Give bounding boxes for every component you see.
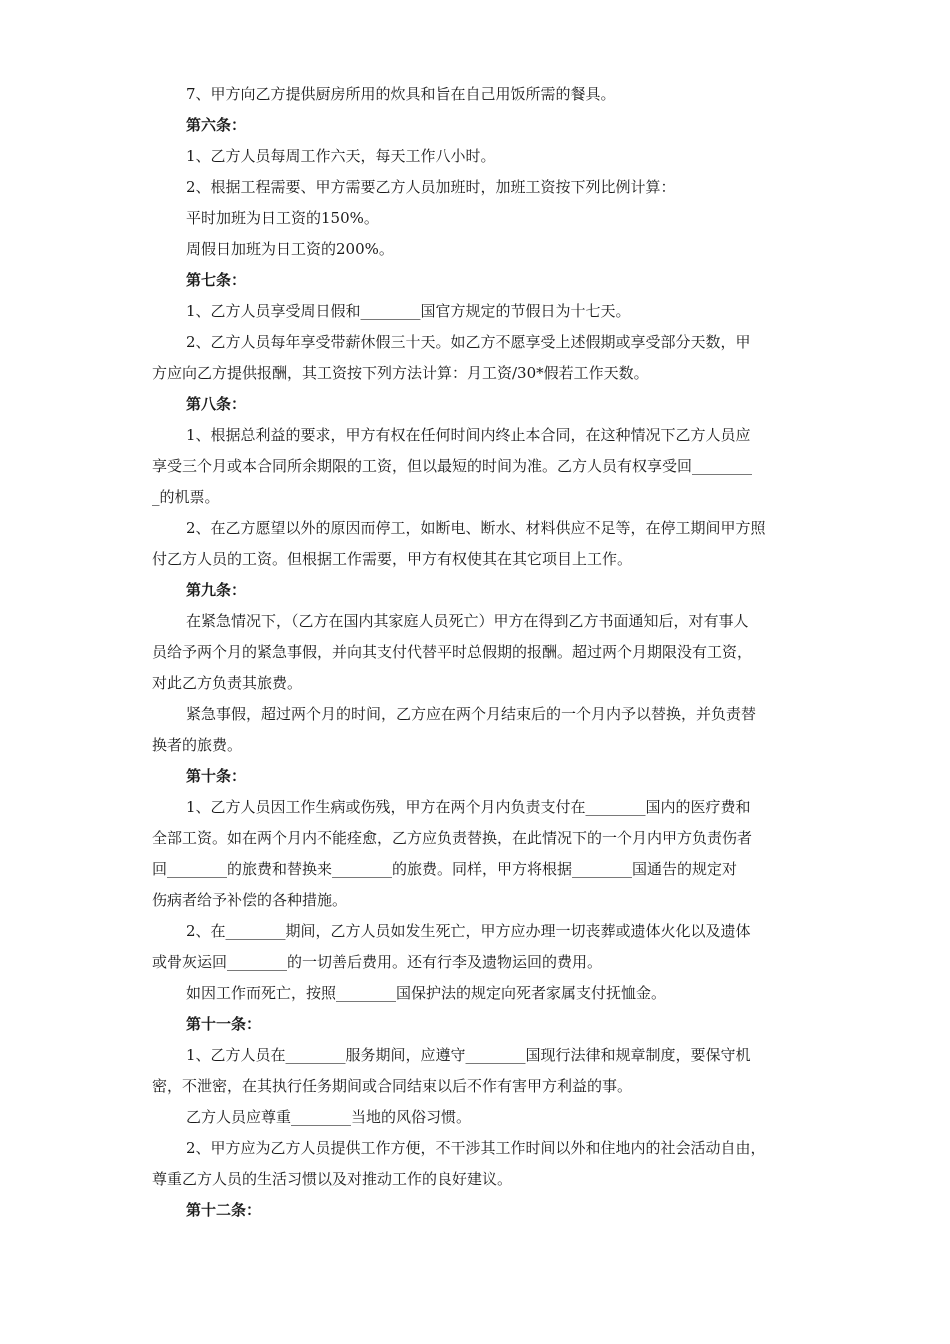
article-11-item-2-line-2: 尊重乙方人员的生活习惯以及对推动工作的良好建议。 [152, 1170, 513, 1188]
article-7-item-1: 1、乙方人员享受周日假和________国官方规定的节假日为十七天。 [186, 302, 631, 320]
article-10-item-2-line-2: 或骨灰运回________的一切善后费用。还有行李及遗物运回的费用。 [152, 953, 603, 971]
article-10-item-1-line-2: 全部工资。如在两个月内不能痊愈，乙方应负责替换，在此情况下的一个月内甲方负责伤者 [152, 829, 753, 847]
article-12-heading: 第十二条： [186, 1201, 262, 1219]
article-9-para-1-line-2: 员给予两个月的紧急事假，并向其支付代替平时总假期的报酬。超过两个月期限没有工资， [152, 643, 753, 661]
article-10-item-1-line-1: 1、乙方人员因工作生病或伤残，甲方在两个月内负责支付在________国内的医疗费和 [186, 798, 751, 816]
article-8-item-2-line-1: 2、在乙方愿望以外的原因而停工，如断电、断水、材料供应不足等，在停工期间甲方照 [186, 519, 766, 537]
article-6-item-1: 1、乙方人员每周工作六天，每天工作八小时。 [186, 147, 496, 165]
article-10-item-1-line-4: 伤病者给予补偿的各种措施。 [152, 891, 348, 909]
article-10-item-2-line-1: 2、在________期间，乙方人员如发生死亡，甲方应办理一切丧葬或遗体火化以及遗体 [186, 922, 751, 940]
article-8-item-2-line-2: 付乙方人员的工资。但根据工作需要，甲方有权使其在其它项目上工作。 [152, 550, 633, 568]
article-6-overtime-weekday: 平时加班为日工资的150%。 [186, 209, 379, 227]
article-9-para-2-line-2: 换者的旅费。 [152, 736, 243, 754]
article-6-item-2: 2、根据工程需要、甲方需要乙方人员加班时，加班工资按下列比例计算： [186, 178, 676, 196]
article-11-customs: 乙方人员应尊重________当地的风俗习惯。 [186, 1108, 472, 1126]
article-10-heading: 第十条： [186, 767, 247, 785]
article-6-overtime-holiday: 周假日加班为日工资的200%。 [186, 240, 394, 258]
article-10-item-1-line-3: 回________的旅费和替换来________的旅费。同样，甲方将根据________国通告的规定对 [152, 860, 738, 878]
article-7-item-2-line-2: 方应向乙方提供报酬，其工资按下列方法计算：月工资/30*假若工作天数。 [152, 364, 649, 382]
article-8-heading: 第八条： [186, 395, 247, 413]
article-9-para-1-line-3: 对此乙方负责其旅费。 [152, 674, 303, 692]
article-7-heading: 第七条： [186, 271, 247, 289]
article-9-heading: 第九条： [186, 581, 247, 599]
article-11-heading: 第十一条： [186, 1015, 262, 1033]
article-8-item-1-line-3: _的机票。 [152, 488, 220, 506]
article-8-item-1-line-2: 享受三个月或本合同所余期限的工资，但以最短的时间为准。乙方人员有权享受回________ [152, 457, 753, 475]
article-9-para-1-line-1: 在紧急情况下，（乙方在国内其家庭人员死亡）甲方在得到乙方书面通知后，对有事人 [186, 612, 749, 630]
article-6-heading: 第六条： [186, 116, 247, 134]
article-11-item-1-line-1: 1、乙方人员在________服务期间，应遵守________国现行法律和规章制度，要保守机 [186, 1046, 751, 1064]
article-11-item-2-line-1: 2、甲方应为乙方人员提供工作方便，不干涉其工作时间以外和住地内的社会活动自由， [186, 1139, 766, 1157]
article-9-para-2-line-1: 紧急事假，超过两个月的时间，乙方应在两个月结束后的一个月内予以替换，并负责替 [186, 705, 757, 723]
article-7-item-2-line-1: 2、乙方人员每年享受带薪休假三十天。如乙方不愿享受上述假期或享受部分天数，甲 [186, 333, 751, 351]
article-10-pension: 如因工作而死亡，按照________国保护法的规定向死者家属支付抚恤金。 [186, 984, 667, 1002]
clause-5-item-7: 7、甲方向乙方提供厨房所用的炊具和旨在自己用饭所需的餐具。 [186, 85, 616, 103]
article-8-item-1-line-1: 1、根据总利益的要求，甲方有权在任何时间内终止本合同，在这种情况下乙方人员应 [186, 426, 751, 444]
article-11-item-1-line-2: 密，不泄密，在其执行任务期间或合同结束以后不作有害甲方利益的事。 [152, 1077, 633, 1095]
